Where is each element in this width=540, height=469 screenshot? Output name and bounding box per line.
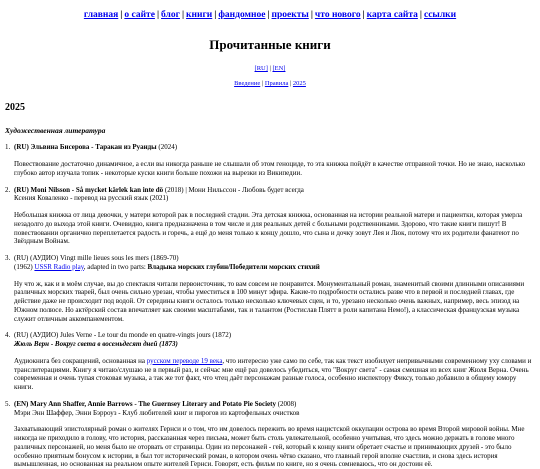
section-heading: Художественная литература bbox=[5, 126, 106, 135]
nav-separator: | bbox=[419, 10, 422, 20]
book-entry bbox=[5, 254, 535, 323]
review-text: , что интересно уже само по себе, так как текст изобилует непривычными современному уху словами и транслитерациями. Книгу я читаю/слушаю не в первый раз, и сейчас мне ещё раз довелось убедиться, что "Вокруг света" - самая смешная из всех книг Жюля Верна. Очень современная и очень тупая стоковая музыка, а так же тот факт, что чтец даёт персонажам разные голоса, особенно инспектору Фиксу, только добавило в общему юмору книги. bbox=[14, 356, 532, 392]
nav-separator: | bbox=[214, 10, 217, 20]
adaptation-year: (1962) bbox=[14, 262, 35, 271]
book-title-line bbox=[14, 254, 535, 263]
intro-link[interactable]: Введение bbox=[234, 80, 261, 88]
language-switcher bbox=[5, 65, 535, 73]
book-year: (2018) | Мони Нильссон - Любовь будет всегда bbox=[163, 185, 304, 194]
book-entry bbox=[5, 400, 535, 469]
lang-separator: | bbox=[269, 65, 271, 73]
book-year: (2024) bbox=[156, 143, 178, 152]
nav-separator: | bbox=[267, 10, 270, 20]
nav-separator: | bbox=[362, 10, 365, 20]
top-navigation bbox=[5, 9, 535, 21]
translation-info bbox=[14, 340, 535, 349]
entry-number: 2. bbox=[5, 185, 11, 194]
book-entry bbox=[5, 331, 535, 392]
adaptation-note: , adapted in two parts: bbox=[83, 262, 148, 271]
nav-links-link[interactable]: ссылки bbox=[424, 10, 457, 20]
book-year: (1869-70) bbox=[148, 254, 179, 263]
book-title-line bbox=[14, 143, 535, 152]
book-title: (RU) (АУДИО) Jules Verne - Le tour du monde en quatre-vingts jours bbox=[14, 331, 211, 340]
book-title-line bbox=[14, 400, 535, 409]
book-title: (RU) (АУДИО) Vingt mille lieues sous les mers bbox=[14, 254, 149, 263]
adaptation-title: Владыка морских глубин/Победители морских стихий bbox=[147, 262, 320, 271]
book-entry bbox=[5, 143, 535, 177]
nav-whats-new-link[interactable]: что нового bbox=[314, 10, 361, 20]
book-year: (2008) bbox=[275, 399, 297, 408]
page bbox=[5, 0, 535, 469]
entry-number: 4. bbox=[5, 331, 11, 340]
nav-separator: | bbox=[120, 10, 123, 20]
book-title: (RU) Эльвина Бисерова - Таракан из Руанды bbox=[14, 143, 157, 152]
nav-separator: | bbox=[310, 10, 313, 20]
book-review: Небольшая книжка от лица девочки, у матери которой рак в последней стадии. Эта детская книжка, основанная на истории реальной матери и пациентки, которая умерла незадолго до выхода этой книги. Очевидно, книга предназначена в том числе и для реальных детей с больными родственниками. Здорово, что такие книги пишут! В повествовании органично переплетается радость и горечь, а ещё до меня только к концу дошло, что сына и дочку зовут Лея и Люк, потому что их родители фанатеют по Звёздным Войнам. bbox=[14, 211, 523, 246]
nav-about-link[interactable]: о сайте bbox=[124, 10, 155, 20]
nav-separator: | bbox=[156, 10, 160, 20]
nav-home-link[interactable]: главная bbox=[83, 10, 119, 20]
translated-title: Жюль Верн - Вокруг света в восемьдесят дней (1873) bbox=[14, 340, 178, 349]
book-title-line bbox=[14, 331, 535, 340]
translation-info: Мэри Энн Шаффер, Энни Бэрроуз - Клуб любителей книг и пирогов из картофельных очистков bbox=[14, 408, 300, 417]
review-text: Аудиокнига без сокращений, основанная на bbox=[14, 356, 147, 365]
year-2025-link[interactable]: 2025 bbox=[292, 80, 306, 88]
nav-fandom-link[interactable]: фандомное bbox=[218, 10, 266, 20]
book-title: (EN) Mary Ann Shaffer, Annie Barrows - The Guernsey Literary and Potato Pie Society bbox=[14, 399, 276, 408]
russian-translation-link[interactable]: русском переводе 19 века bbox=[146, 356, 223, 365]
book-title-line bbox=[14, 186, 535, 195]
translation-info: Ксения Коваленко - перевод на русский язык (2021) bbox=[14, 194, 169, 203]
nav-projects-link[interactable]: проекты bbox=[271, 10, 309, 20]
book-review: Повествование достаточно динамичное, а если вы никогда раньше не слышали об этом геноциде, то эта книжка пойдёт в качестве отправной точки. Но не знаю, насколько глубоко автор изучала топик - некоторые куски книги больше похожи на вырезки из Википедии. bbox=[14, 160, 526, 177]
subnav-separator: | bbox=[289, 80, 292, 88]
lang-ru-link[interactable]: [RU] bbox=[254, 65, 268, 73]
nav-separator: | bbox=[181, 10, 185, 20]
adaptation-info bbox=[14, 263, 535, 272]
page-title: Прочитанные книги bbox=[209, 37, 331, 52]
book-entry bbox=[5, 186, 535, 247]
nav-books-link[interactable]: книги bbox=[186, 10, 213, 20]
subnav-separator: | bbox=[261, 80, 264, 88]
book-year: (1872) bbox=[210, 331, 232, 340]
nav-blog-link[interactable]: блог bbox=[161, 10, 180, 20]
entry-number: 5. bbox=[5, 399, 11, 408]
book-title: (RU) Moni Nilsson - Så mycket kärlek kan inte dö bbox=[14, 185, 164, 194]
book-review: Ну что ж, как и в моём случае, вы до спектакля читали первоисточник, то вам совсем не понравится. Монументальный роман, знаменитый своими длинными описаниями различных морских тварей, был очень сильно урезан, чтобы уместиться в 100 минут эфира. Какие-то подробности остались разве что в первой и последней главах, где действие даже не происходит под водой. От середины книги осталось только несколько ключевых сцен, и то, урезано несколько очень важных, например, весь эпизод на Южном полюсе. Но актёрский состав впечатляет как своими масштабами, так и талантом (Ростислав Плятт в роли капитана Немо!), а классическая французская музыка служит отличным аккомпанементом. bbox=[14, 279, 525, 323]
entry-number: 1. bbox=[5, 143, 11, 152]
entry-number: 3. bbox=[5, 254, 11, 263]
ussr-radio-play-link[interactable]: USSR Radio play bbox=[34, 262, 84, 271]
book-review: Захватывающий эпистолярный роман о жителях Гернси и о том, что им довелось пережить во время нацистской оккупации острова во время Второй мировой войны. Мне никогда не приходило в голову, что история, рассказанная через письма, может быть столь увлекательной, особенно учитывая, что здесь можно держать в голове много различных персонажей, но меня было не оторвать от страницы. Один из персонажей - гей, который к концу книги обретает счастье и принимающих друзей - это было особенно приятным бонусом к истории, в был тот исторический роман, в котором очень чётко сказано, что главный герой вполне счастлив, и снова здесь история вымышленная, но основанная на реальном опыте жителей Гернси. Говорят, есть фильм по книге, но я очень сомневаюсь, что он достоин её. bbox=[14, 425, 525, 469]
year-heading: 2025 bbox=[5, 101, 25, 113]
sub-navigation bbox=[5, 80, 535, 88]
rules-link[interactable]: Правила bbox=[264, 80, 289, 88]
nav-sitemap-link[interactable]: карта сайта bbox=[366, 10, 418, 20]
book-review bbox=[14, 357, 535, 392]
lang-en-link[interactable]: [EN] bbox=[272, 65, 286, 73]
